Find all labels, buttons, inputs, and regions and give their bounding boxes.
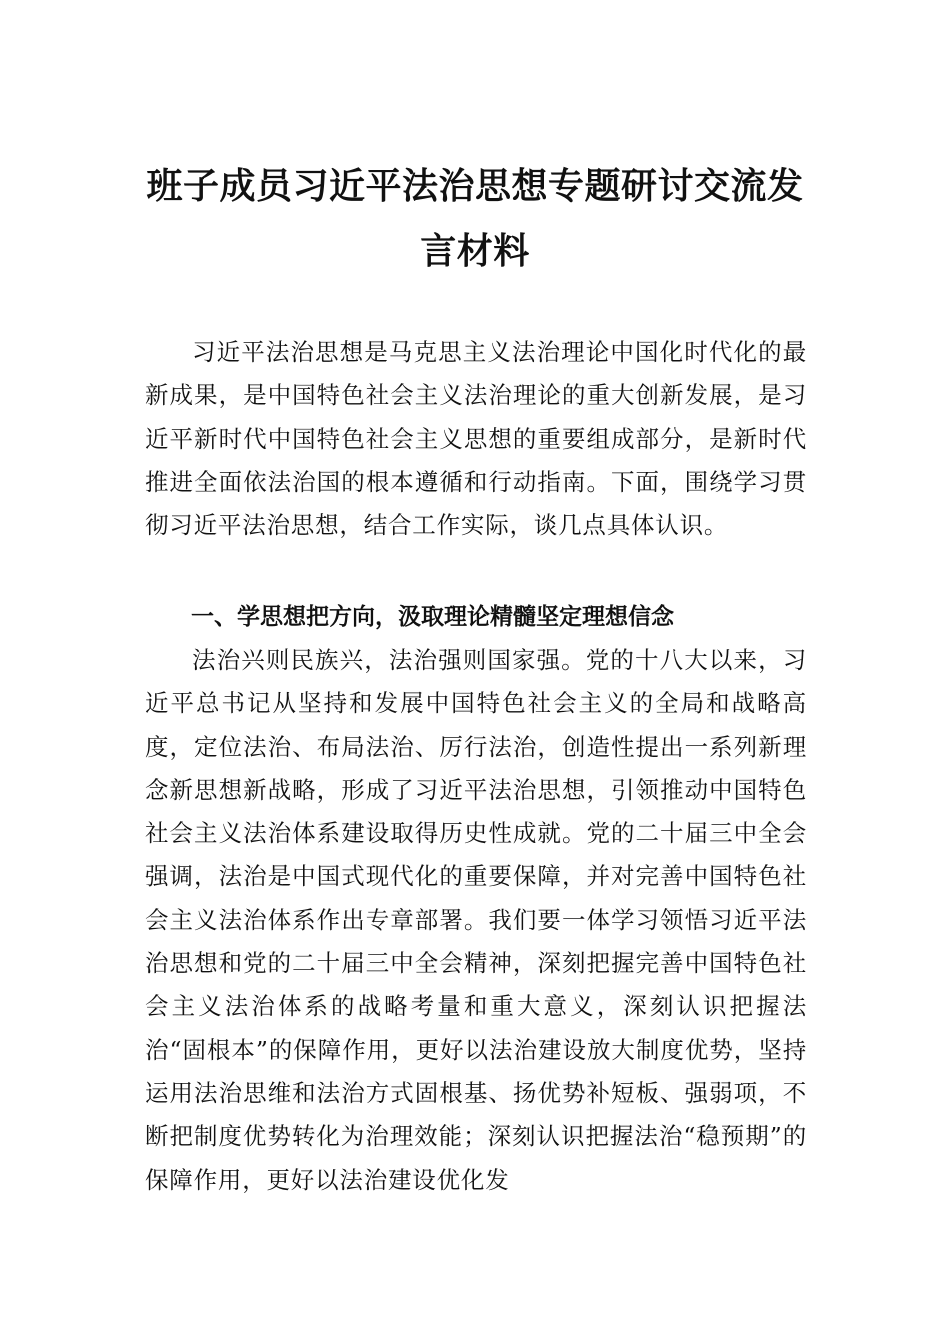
section-1-paragraph: 法治兴则民族兴，法治强则国家强。党的十八大以来，习近平总书记从坚持和发展中国特色社会主义的全局和战略高度，定位法治、布局法治、厉行法治，创造性提出一系列新理念新思想新战略，形成了习近平法治思想，引领推动中国特色社会主义法治体系建设取得历史性成就。党的二十届三中全会强调，法治是中国式现代化的重要保障，并对完善中国特色社会主义法治体系作出专章部署。我们要一体学习领悟习近平法治思想和党的二十届三中全会精神，深刻把握完善中国特色社会主义法治体系的战略考量和重大意义，深刻认识把握法治“固根本”的保障作用，更好以法治建设放大制度优势，坚持运用法治思维和法治方式固根基、扬优势补短板、强弱项，不断把制度优势转化为治理效能；深刻认识把握法治“稳预期”的保障作用，更好以法治建设优化发 (145, 646, 807, 1194)
document-title-line-1: 班子成员习近平法治思想专题研讨交流发 (146, 165, 804, 207)
document-title-line-2: 言材料 (420, 230, 530, 272)
section-1-heading: 一、学思想把方向，汲取理论精髓坚定理想信念 (191, 604, 674, 630)
intro-paragraph: 习近平法治思想是马克思主义法治理论中国化时代化的最新成果，是中国特色社会主义法治理论的重大创新发展，是习近平新时代中国特色社会主义思想的重要组成部分，是新时代推进全面依法治国的根本遵循和行动指南。下面，围绕学习贯彻习近平法治思想，结合工作实际，谈几点具体认识。 (145, 338, 807, 540)
